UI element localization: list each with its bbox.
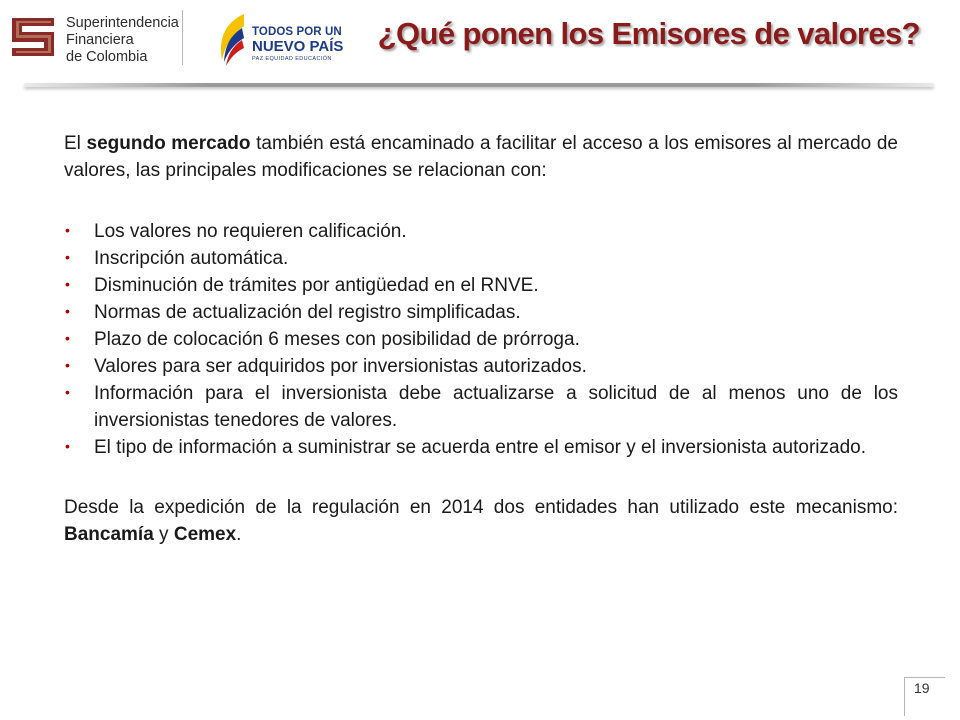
bullet-icon: • [65, 222, 70, 238]
list-item-text: Disminución de trámites por antigüedad en el RNVE. [94, 275, 539, 296]
header-divider [24, 83, 934, 87]
org-logo-line: Financiera [66, 32, 134, 48]
list-item-text: Información para el inversionista debe actualizarse a solicitud de al menos uno de los inversionistas tenedores de valores. [94, 383, 898, 431]
list-item-text: Valores para ser adquiridos por inversionistas autorizados. [94, 356, 587, 377]
intro-paragraph [64, 130, 898, 184]
list-item [64, 218, 898, 245]
list-item [64, 299, 898, 326]
gov-slogan-line3: PAZ EQUIDAD EDUCACIÓN [252, 56, 332, 62]
intro-text-end: también está encaminado a facilitar el acceso a los emisores al mercado de valores, las principales modificaciones se relacionan con: [64, 133, 898, 181]
gov-slogan-line2: NUEVO PAÍS [252, 38, 344, 55]
logo-divider [182, 10, 183, 65]
superintendencia-wordmark [66, 15, 179, 66]
org-logo-line: de Colombia [66, 49, 148, 65]
slide-body [64, 130, 898, 548]
superintendencia-logo [8, 8, 178, 70]
closing-conjunction: y [153, 524, 174, 545]
list-item-text: Plazo de colocación 6 meses con posibilidad de prórroga. [94, 329, 580, 350]
bullet-icon: • [65, 303, 70, 319]
modifications-list [64, 218, 898, 461]
entity-cemex: Cemex [173, 524, 237, 545]
list-item-text: Los valores no requieren calificación. [94, 221, 407, 242]
intro-emphasis: segundo mercado [86, 133, 251, 154]
superintendencia-emblem-icon [8, 12, 60, 64]
bullet-icon: • [65, 276, 70, 292]
slide-title: ¿Qué ponen los Emisores de valores? [377, 16, 920, 51]
list-item [64, 245, 898, 272]
intro-text-start: El [64, 133, 87, 154]
list-item-text: Inscripción automática. [94, 248, 289, 269]
bullet-icon: • [65, 384, 70, 400]
list-item [64, 380, 898, 434]
government-slogan [252, 26, 352, 62]
page-number: 19 [914, 680, 930, 696]
colombia-flag-swoosh-icon [214, 12, 254, 70]
list-item [64, 434, 898, 461]
closing-period: . [236, 524, 242, 545]
closing-text: Desde la expedición de la regulación en 2014 dos entidades han utilizado este mecanismo: [64, 497, 898, 518]
list-item [64, 353, 898, 380]
list-item-text: Normas de actualización del registro simplificadas. [94, 302, 521, 323]
slide-header [0, 0, 960, 90]
list-item [64, 272, 898, 299]
bullet-icon: • [65, 330, 70, 346]
bullet-icon: • [65, 249, 70, 265]
government-logo [214, 12, 344, 70]
org-logo-line: Superintendencia [66, 15, 179, 31]
list-item-text: El tipo de información a suministrar se acuerda entre el emisor y el inversionista autorizado. [94, 437, 866, 458]
closing-paragraph [64, 494, 898, 548]
gov-slogan-line1: TODOS POR UN [252, 26, 342, 38]
list-item [64, 326, 898, 353]
bullet-icon: • [65, 357, 70, 373]
bullet-icon: • [65, 438, 70, 454]
entity-bancamia: Bancamía [64, 524, 154, 545]
